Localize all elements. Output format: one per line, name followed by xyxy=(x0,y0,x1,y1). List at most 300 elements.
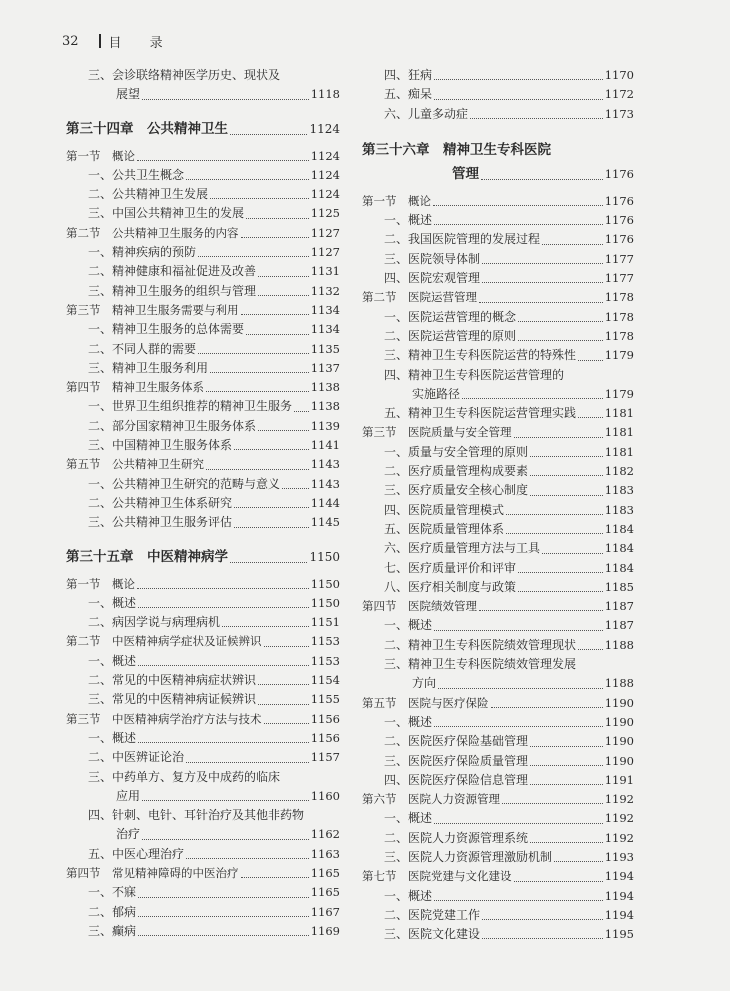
dot-leader xyxy=(137,588,309,589)
dot-leader xyxy=(542,244,603,245)
toc-entry-title: 第一节 概论 xyxy=(66,148,135,163)
toc-item xyxy=(66,359,340,378)
toc-entry-title: 二、医院运营管理的原则 xyxy=(384,328,517,343)
dot-leader xyxy=(518,321,603,322)
toc-entry-title: 二、病因学说与病理病机 xyxy=(88,615,221,630)
toc-item xyxy=(362,250,634,269)
toc-entry-title: 第三十五章 中医精神病学 xyxy=(66,548,228,565)
toc-page-number: 1178 xyxy=(604,309,634,324)
toc-entry-title: 一、质量与安全管理的原则 xyxy=(384,444,529,459)
dot-leader xyxy=(222,626,309,627)
toc-entry-title: 第四节 精神卫生服务体系 xyxy=(66,380,204,395)
toc-page-number: 1194 xyxy=(604,888,634,903)
toc-item xyxy=(362,636,634,655)
toc-item xyxy=(66,436,340,455)
toc-page-number: 1181 xyxy=(604,444,634,459)
toc-page-number: 1143 xyxy=(310,476,340,491)
toc-page-number: 1134 xyxy=(310,302,340,317)
toc-page-number: 1184 xyxy=(604,560,634,575)
dot-leader xyxy=(282,488,309,489)
toc-entry-title: 三、常见的中医精神病证候辨识 xyxy=(88,692,257,707)
toc-page-number: 1188 xyxy=(604,637,634,652)
toc-item xyxy=(66,475,340,494)
toc-entry-title: 三、癫病 xyxy=(88,923,137,938)
dot-leader xyxy=(138,665,309,666)
toc-entry-title: 四、医院质量管理模式 xyxy=(384,502,505,517)
toc-page-number: 1181 xyxy=(604,425,634,440)
toc-page-number: 1179 xyxy=(604,386,634,401)
dot-leader xyxy=(264,723,309,724)
dot-leader xyxy=(230,134,307,135)
toc-page-number: 1131 xyxy=(310,264,340,279)
toc-entry-title: 实施路径 xyxy=(412,386,461,401)
toc-section xyxy=(66,224,340,243)
dot-leader xyxy=(138,742,309,743)
toc-page-number: 1169 xyxy=(310,923,340,938)
toc-item xyxy=(66,652,340,671)
toc-entry-title: 第四节 常见精神障碍的中医治疗 xyxy=(66,865,239,880)
dot-leader xyxy=(138,607,309,608)
toc-item xyxy=(362,732,634,751)
toc-page-number: 1190 xyxy=(604,714,634,729)
toc-page-number: 1125 xyxy=(310,206,340,221)
toc-item xyxy=(66,845,340,864)
toc-page-number: 1124 xyxy=(310,187,340,202)
dot-leader xyxy=(258,684,309,685)
toc-page-number: 1144 xyxy=(310,495,340,510)
toc-item xyxy=(66,594,340,613)
toc-page-number: 1188 xyxy=(604,676,634,691)
toc-page-number: 1190 xyxy=(604,695,634,710)
toc-page-number: 1127 xyxy=(310,245,340,260)
toc-entry-title: 三、精神卫生专科医院运营的特殊性 xyxy=(384,348,577,363)
dot-leader xyxy=(241,237,309,238)
toc-entry-title: 二、精神卫生专科医院绩效管理现状 xyxy=(384,637,577,652)
dot-leader xyxy=(246,218,309,219)
toc-entry-title: 三、医院医疗保险质量管理 xyxy=(384,753,529,768)
toc-page-number: 1163 xyxy=(310,846,340,861)
toc-entry-title: 六、儿童多动症 xyxy=(384,106,469,121)
toc-entry-title: 三、会诊联络精神医学历史、现状及 xyxy=(88,68,281,82)
dot-leader xyxy=(518,340,603,341)
toc-page-number: 1177 xyxy=(604,251,634,266)
toc-entry-title: 三、精神卫生服务的组织与管理 xyxy=(88,283,257,298)
toc-page-number: 1179 xyxy=(604,348,634,363)
toc-item xyxy=(66,729,340,748)
dot-leader xyxy=(258,704,309,705)
toc-item xyxy=(362,230,634,249)
toc-entry-title: 一、概述 xyxy=(88,730,137,745)
toc-chapter xyxy=(66,111,340,147)
toc-entry-title: 第四节 医院绩效管理 xyxy=(362,599,477,614)
toc-section xyxy=(362,867,634,886)
dot-leader xyxy=(518,591,603,592)
dot-leader xyxy=(258,276,309,277)
toc-page-number: 1124 xyxy=(310,148,340,163)
toc-page-number: 1124 xyxy=(310,167,340,182)
toc-section xyxy=(66,710,340,729)
toc-entry-title: 四、医院医疗保险信息管理 xyxy=(384,772,529,787)
toc-item xyxy=(66,262,340,281)
toc-entry-title: 一、概述 xyxy=(384,811,433,826)
dot-leader xyxy=(530,842,603,843)
toc-page-number: 1176 xyxy=(604,232,634,247)
toc-page-number: 1165 xyxy=(310,885,340,900)
toc-page-number: 1184 xyxy=(604,521,634,536)
toc-entry-title: 应用 xyxy=(116,788,141,803)
dot-leader xyxy=(434,99,603,100)
dot-leader xyxy=(518,572,603,573)
toc-entry-title: 一、医院运营管理的概念 xyxy=(384,309,517,324)
toc-entry-title: 第二节 中医精神病学症状及证候辨识 xyxy=(66,634,262,649)
toc-entry-title: 八、医疗相关制度与政策 xyxy=(384,579,517,594)
dot-leader xyxy=(258,430,309,431)
toc-page-number: 1183 xyxy=(604,502,634,517)
toc-page-number: 1178 xyxy=(604,290,634,305)
toc-entry-title: 三、医院领导体制 xyxy=(384,251,481,266)
toc-item xyxy=(66,417,340,436)
page-number: 32 xyxy=(62,33,79,49)
toc-page-number: 1170 xyxy=(604,68,634,82)
dot-leader xyxy=(482,919,603,920)
toc-section xyxy=(362,790,634,809)
toc-chapter xyxy=(362,138,634,162)
toc-item xyxy=(66,282,340,301)
toc-entry-title: 五、中医心理治疗 xyxy=(88,846,185,861)
toc-section xyxy=(362,192,634,211)
toc-entry-title: 二、中医辨证论治 xyxy=(88,750,185,765)
toc-item xyxy=(66,883,340,902)
dot-leader xyxy=(578,360,603,361)
dot-leader xyxy=(434,823,603,824)
dot-leader xyxy=(433,205,603,206)
dot-leader xyxy=(482,282,603,283)
toc-page-number: 1176 xyxy=(604,166,634,181)
toc-item xyxy=(362,443,634,462)
toc-page-number: 1150 xyxy=(309,549,340,564)
toc-section xyxy=(66,455,340,474)
toc-item xyxy=(362,559,634,578)
header-divider xyxy=(99,34,101,48)
toc-page-number: 1118 xyxy=(310,87,340,102)
dot-leader xyxy=(530,746,603,747)
toc-item xyxy=(362,655,634,674)
toc-entry-title: 一、概述 xyxy=(384,888,433,903)
toc-item xyxy=(362,85,634,104)
dot-leader xyxy=(434,726,603,727)
toc-entry-title: 第三节 精神卫生服务需要与利用 xyxy=(66,302,239,317)
toc-item-continuation xyxy=(362,674,634,693)
toc-entry-title: 二、公共精神卫生发展 xyxy=(88,187,209,202)
toc-page-number: 1194 xyxy=(604,869,634,884)
dot-leader xyxy=(210,198,309,199)
dot-leader xyxy=(234,449,309,450)
toc-item xyxy=(66,748,340,767)
dot-leader xyxy=(502,803,603,804)
dot-leader xyxy=(506,514,603,515)
toc-item xyxy=(362,366,634,385)
running-title: 目 录 xyxy=(108,35,175,51)
toc-entry-title: 六、医疗质量管理方法与工具 xyxy=(384,541,541,556)
toc-item xyxy=(362,906,634,925)
toc-entry-title: 一、公共精神卫生研究的范畴与意义 xyxy=(88,476,281,491)
toc-page-number: 1183 xyxy=(604,483,634,498)
toc-entry-title: 一、公共卫生概念 xyxy=(88,167,185,182)
dot-leader xyxy=(142,99,309,100)
toc-section xyxy=(362,423,634,442)
dot-leader xyxy=(470,118,603,119)
toc-entry-title: 治疗 xyxy=(116,827,141,842)
toc-item xyxy=(66,320,340,339)
toc-item xyxy=(362,829,634,848)
toc-entry-title: 第三节 中医精神病学治疗方法与技术 xyxy=(66,711,262,726)
toc-section xyxy=(66,864,340,883)
toc-page-number: 1187 xyxy=(604,618,634,633)
toc-page-number: 1157 xyxy=(310,750,340,765)
dot-leader xyxy=(198,353,309,354)
toc-item-continuation xyxy=(66,787,340,806)
dot-leader xyxy=(241,314,309,315)
toc-entry-title: 二、常见的中医精神病症状辨识 xyxy=(88,673,257,688)
dot-leader xyxy=(482,263,603,264)
toc-entry-title: 第六节 医院人力资源管理 xyxy=(362,792,500,807)
toc-item xyxy=(362,809,634,828)
toc-page-number: 1153 xyxy=(310,653,340,668)
toc-entry-title: 二、郁病 xyxy=(88,904,137,919)
toc-entry-title: 五、医院质量管理体系 xyxy=(384,521,505,536)
toc-item xyxy=(362,211,634,230)
toc-entry-title: 五、精神卫生专科医院运营管理实践 xyxy=(384,406,577,421)
dot-leader xyxy=(434,630,603,631)
toc-page-number: 1132 xyxy=(310,283,340,298)
toc-page-number: 1195 xyxy=(604,927,634,942)
dot-leader xyxy=(142,839,309,840)
toc-entry-title: 第三十六章 精神卫生专科医院 xyxy=(362,141,551,158)
dot-leader xyxy=(230,562,307,563)
toc-item xyxy=(66,494,340,513)
dot-leader xyxy=(434,224,603,225)
dot-leader xyxy=(198,256,309,257)
toc-page-number: 1192 xyxy=(604,792,634,807)
toc-page-number: 1143 xyxy=(310,457,340,472)
toc-entry-title: 二、部分国家精神卫生服务体系 xyxy=(88,418,257,433)
toc-item xyxy=(362,887,634,906)
dot-leader xyxy=(234,527,309,528)
dot-leader xyxy=(186,858,309,859)
dot-leader xyxy=(578,649,603,650)
toc-section xyxy=(362,694,634,713)
toc-item xyxy=(66,768,340,787)
dot-leader xyxy=(542,553,603,554)
toc-entry-title: 二、医院人力资源管理系统 xyxy=(384,830,529,845)
toc-page-number: 1190 xyxy=(604,753,634,768)
toc-item xyxy=(66,243,340,262)
toc-item xyxy=(66,671,340,690)
dot-leader xyxy=(186,762,309,763)
toc-page-number: 1138 xyxy=(310,380,340,395)
toc-entry-title: 展望 xyxy=(116,87,141,102)
toc-page-number: 1176 xyxy=(604,193,634,208)
dot-leader xyxy=(530,784,603,785)
toc-entry-title: 第五节 公共精神卫生研究 xyxy=(66,457,204,472)
dot-leader xyxy=(137,160,309,161)
dot-leader xyxy=(241,877,309,878)
toc-page-number: 1134 xyxy=(310,322,340,337)
dot-leader xyxy=(514,437,603,438)
toc-entry-title: 一、不寐 xyxy=(88,885,137,900)
toc-item xyxy=(362,404,634,423)
toc-entry-title: 一、概述 xyxy=(384,618,433,633)
toc-entry-title: 二、医院医疗保险基础管理 xyxy=(384,734,529,749)
toc-item xyxy=(66,922,340,941)
toc-entry-title: 七、医疗质量评价和评审 xyxy=(384,560,517,575)
dot-leader xyxy=(294,411,309,412)
toc-page-number: 1173 xyxy=(604,106,634,121)
dot-leader xyxy=(479,610,603,611)
toc-entry-title: 一、精神疾病的预防 xyxy=(88,245,197,260)
dot-leader xyxy=(258,295,309,296)
toc-entry-title: 三、中国精神卫生服务体系 xyxy=(88,438,233,453)
dot-leader xyxy=(479,302,603,303)
toc-section xyxy=(66,378,340,397)
dot-leader xyxy=(462,398,603,399)
toc-entry-title: 四、针刺、电针、耳针治疗及其他非药物 xyxy=(88,808,305,823)
toc-page-number: 1156 xyxy=(310,730,340,745)
toc-entry-title: 第一节 概论 xyxy=(362,193,431,208)
dot-leader xyxy=(434,900,603,901)
dot-leader xyxy=(210,372,309,373)
dot-leader xyxy=(530,456,603,457)
dot-leader xyxy=(506,533,603,534)
toc-item xyxy=(362,848,634,867)
toc-item xyxy=(66,903,340,922)
toc-entry-title: 二、不同人群的需要 xyxy=(88,341,197,356)
toc-left-column xyxy=(66,66,340,941)
dot-leader xyxy=(491,707,603,708)
toc-item xyxy=(362,520,634,539)
toc-item xyxy=(66,204,340,223)
toc-page-number: 1178 xyxy=(604,328,634,343)
toc-item xyxy=(362,713,634,732)
toc-page-number: 1138 xyxy=(310,399,340,414)
toc-item xyxy=(362,327,634,346)
dot-leader xyxy=(481,179,603,180)
toc-page-number: 1155 xyxy=(310,692,340,707)
toc-page-number: 1141 xyxy=(310,438,340,453)
dot-leader xyxy=(206,469,309,470)
toc-page-number: 1177 xyxy=(604,271,634,286)
toc-page-number: 1176 xyxy=(604,213,634,228)
toc-page-number: 1194 xyxy=(604,907,634,922)
toc-page-number: 1165 xyxy=(310,865,340,880)
toc-entry-title: 二、医疗质量管理构成要素 xyxy=(384,464,529,479)
toc-section xyxy=(66,301,340,320)
dot-leader xyxy=(206,391,309,392)
dot-leader xyxy=(434,79,603,80)
toc-item xyxy=(66,806,340,825)
toc-page-number: 1153 xyxy=(310,634,340,649)
toc-chapter xyxy=(66,539,340,575)
toc-item-continuation xyxy=(66,825,340,844)
toc-page-number: 1192 xyxy=(604,811,634,826)
toc-item xyxy=(66,66,340,85)
toc-entry-title: 四、精神卫生专科医院运营管理的 xyxy=(384,367,565,382)
dot-leader xyxy=(482,938,603,939)
toc-item xyxy=(362,462,634,481)
dot-leader xyxy=(138,897,309,898)
toc-page-number: 1137 xyxy=(310,360,340,375)
toc-page-number: 1190 xyxy=(604,734,634,749)
toc-entry-title: 四、医院宏观管理 xyxy=(384,271,481,286)
toc-entry-title: 三、医院文化建设 xyxy=(384,927,481,942)
toc-section xyxy=(362,597,634,616)
toc-item-continuation xyxy=(66,85,340,104)
toc-entry-title: 一、概述 xyxy=(88,595,137,610)
toc-entry-title: 一、精神卫生服务的总体需要 xyxy=(88,322,245,337)
toc-item-continuation xyxy=(362,385,634,404)
dot-leader xyxy=(554,861,603,862)
dot-leader xyxy=(186,179,309,180)
toc-right-column xyxy=(362,66,634,944)
toc-item xyxy=(362,616,634,635)
toc-item xyxy=(66,340,340,359)
toc-section xyxy=(66,632,340,651)
toc-entry-title: 二、我国医院管理的发展过程 xyxy=(384,232,541,247)
toc-entry-title: 第七节 医院党建与文化建设 xyxy=(362,869,512,884)
toc-page-number: 1156 xyxy=(310,711,340,726)
toc-page-number: 1160 xyxy=(310,788,340,803)
toc-page-number: 1185 xyxy=(604,579,634,594)
toc-page-number: 1182 xyxy=(604,464,634,479)
toc-item xyxy=(66,690,340,709)
toc-entry-title: 第五节 医院与医疗保险 xyxy=(362,695,489,710)
toc-item xyxy=(362,539,634,558)
dot-leader xyxy=(530,765,603,766)
toc-page-number: 1191 xyxy=(604,772,634,787)
toc-entry-title: 三、医疗质量安全核心制度 xyxy=(384,483,529,498)
toc-item xyxy=(362,66,634,85)
toc-page-number: 1124 xyxy=(309,121,340,136)
toc-item xyxy=(362,269,634,288)
toc-page-number: 1172 xyxy=(604,87,634,102)
toc-entry-title: 三、医院人力资源管理激励机制 xyxy=(384,849,553,864)
toc-item xyxy=(66,166,340,185)
toc-entry-title: 管理 xyxy=(452,165,479,182)
dot-leader xyxy=(530,495,603,496)
toc-item xyxy=(362,105,634,124)
toc-entry-title: 三、中药单方、复方及中成药的临床 xyxy=(88,769,281,784)
toc-page-number: 1181 xyxy=(604,406,634,421)
toc-page-number: 1139 xyxy=(310,418,340,433)
toc-item xyxy=(362,501,634,520)
toc-page-number: 1135 xyxy=(310,341,340,356)
dot-leader xyxy=(438,688,603,689)
toc-page-number: 1127 xyxy=(310,225,340,240)
dot-leader xyxy=(138,935,309,936)
toc-section xyxy=(362,288,634,307)
toc-page-number: 1192 xyxy=(604,830,634,845)
dot-leader xyxy=(234,507,309,508)
toc-page-number: 1184 xyxy=(604,541,634,556)
toc-item xyxy=(362,308,634,327)
toc-entry-title: 一、世界卫生组织推荐的精神卫生服务 xyxy=(88,399,293,414)
toc-entry-title: 一、概述 xyxy=(384,714,433,729)
dot-leader xyxy=(530,475,603,476)
toc-item xyxy=(362,925,634,944)
toc-entry-title: 第一节 概论 xyxy=(66,576,135,591)
dot-leader xyxy=(246,334,309,335)
toc-page-number: 1145 xyxy=(310,515,340,530)
